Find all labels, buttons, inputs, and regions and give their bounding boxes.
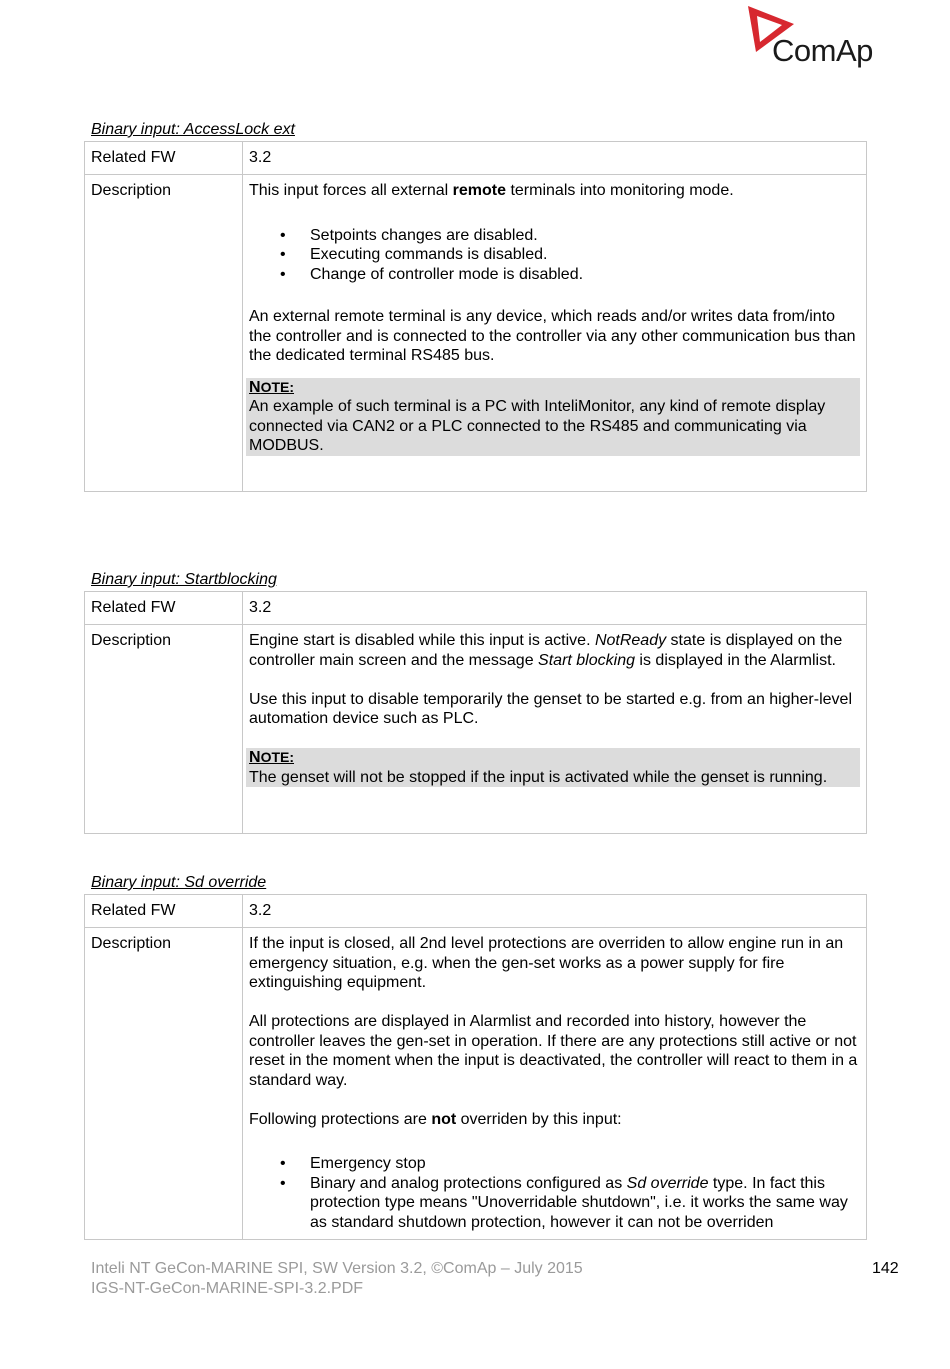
description-paragraph: Use this input to disable temporarily the genset to be started e.g. from an higher-level automation device such as PLC.: [249, 690, 852, 727]
note-box: [246, 748, 860, 787]
section-title-startblocking: Binary input: Startblocking: [91, 571, 277, 588]
page-number: 142: [872, 1260, 899, 1277]
related-fw-label: Related FW: [85, 895, 243, 928]
bullet-list: [249, 226, 860, 285]
bullet-list: [249, 1154, 860, 1232]
logo-text: ComAp: [772, 33, 873, 68]
footer-line: Inteli NT GeCon-MARINE SPI, SW Version 3.2, ©ComAp – July 2015: [91, 1260, 583, 1277]
page-footer: [91, 1259, 583, 1299]
list-item: • Setpoints changes are disabled.: [249, 226, 860, 246]
related-fw-label: Related FW: [85, 142, 243, 175]
section-title-accesslock: Binary input: AccessLock ext: [91, 121, 295, 138]
description-label: Description: [85, 175, 243, 492]
description-cell: [243, 625, 867, 834]
description-paragraph: An external remote terminal is any device, which reads and/or writes data from/into the controller and is connected to the controller via any other communication bus than the dedicated terminal RS485 bus.: [249, 308, 856, 364]
table-accesslock: [84, 141, 867, 492]
section-title-sd-override: Binary input: Sd override: [91, 874, 267, 891]
description-cell: [243, 175, 867, 492]
description-cell: [243, 928, 867, 1240]
comap-logo: [746, 4, 886, 70]
description-paragraph: If the input is closed, all 2nd level protections are overriden to allow engine run in an emergency situation, e.g. when the gen-set works as a power supply for fire extinguishing equipment.: [249, 935, 844, 991]
description-paragraph: Engine start is disabled while this input is active. NotReady state is displayed on the controller main screen and the message Start blocking is displayed in the Alarmlist.: [249, 632, 843, 669]
table-startblocking: [84, 591, 867, 834]
description-label: Description: [85, 625, 243, 834]
description-label: Description: [85, 928, 243, 1240]
list-item: • Executing commands is disabled.: [249, 245, 860, 265]
note-box: [246, 378, 860, 456]
list-item: • Change of controller mode is disabled.: [249, 265, 860, 285]
note-text: The genset will not be stopped if the input is activated while the genset is running.: [249, 768, 828, 786]
table-sd-override: [84, 894, 867, 1240]
note-heading: NOTE:: [249, 749, 295, 766]
description-paragraph: This input forces all external remote terminals into monitoring mode.: [249, 182, 734, 199]
note-heading: NOTE:: [249, 378, 295, 396]
related-fw-value: 3.2: [243, 592, 867, 625]
related-fw-label: Related FW: [85, 592, 243, 625]
footer-filename: IGS-NT-GeCon-MARINE-SPI-3.2.PDF: [91, 1280, 364, 1297]
note-text: An example of such terminal is a PC with InteliMonitor, any kind of remote display connected via CAN2 or a PLC connected to the RS485 and communicating via MODBUS.: [249, 398, 826, 454]
list-item: • Emergency stop: [249, 1154, 860, 1174]
list-item: • Binary and analog protections configured as Sd override type. In fact this protection type means "Unoverridable shutdown", i.e. it works the same way as standard shutdown protection, however it can not be overriden: [249, 1174, 860, 1233]
related-fw-value: 3.2: [243, 895, 867, 928]
related-fw-value: 3.2: [243, 142, 867, 175]
description-paragraph: All protections are displayed in Alarmlist and recorded into history, however the controller leaves the gen-set in operation. If there are any protections still active or not reset in the moment when the input is deactivated, the controller will react to them in a standard way.: [249, 1013, 858, 1089]
description-paragraph: Following protections are not overriden by this input:: [249, 1110, 622, 1128]
